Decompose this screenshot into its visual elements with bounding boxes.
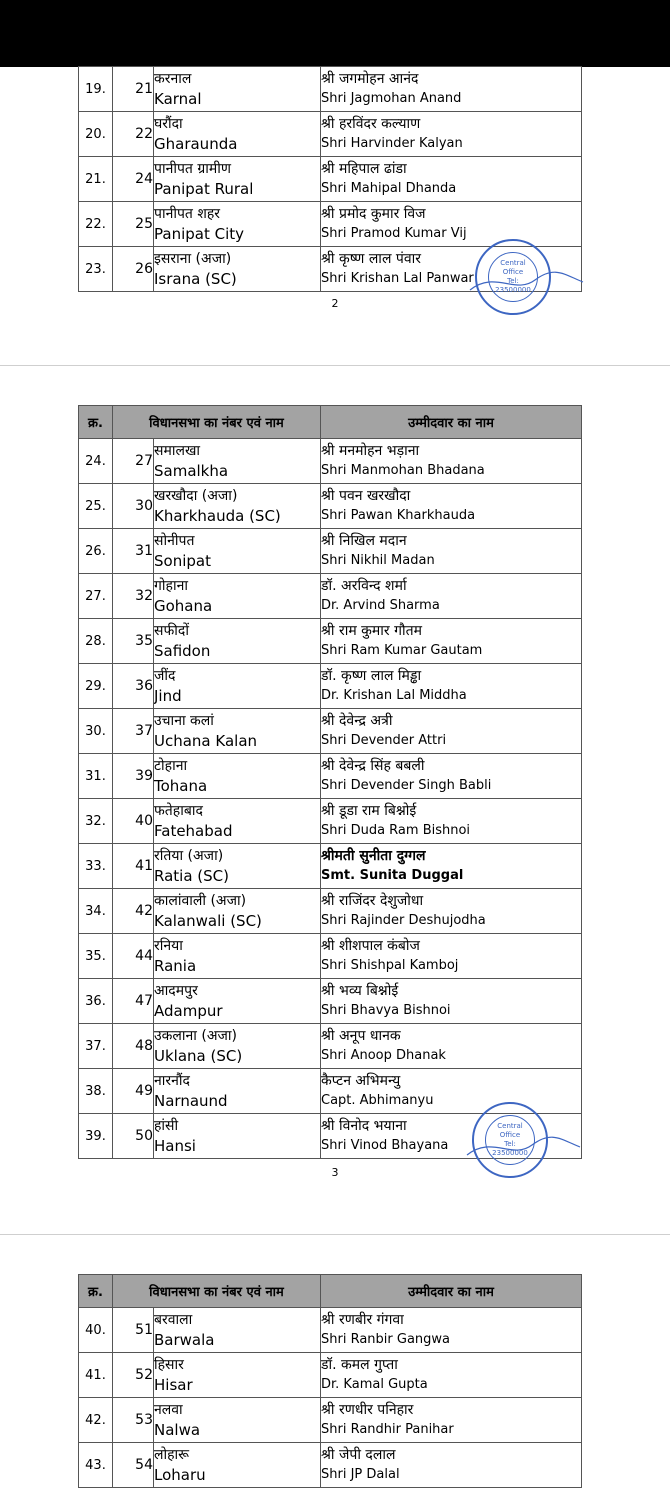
- table-row: [79, 574, 582, 619]
- candidate-name-hindi: श्री देवेन्द्र सिंह बबली: [321, 758, 425, 774]
- table-row: [79, 844, 582, 889]
- constituency-name-hindi: पानीपत ग्रामीण: [154, 161, 231, 177]
- constituency-number: 49: [113, 1069, 154, 1114]
- candidate-name-hindi: डॉ. अरविन्द शर्मा: [321, 578, 407, 594]
- constituency-name-english: Samalkha: [154, 462, 229, 480]
- constituency-cell: [154, 619, 321, 664]
- serial-number: 42.: [79, 1398, 113, 1443]
- constituency-cell: [154, 1443, 321, 1488]
- table-row: [79, 1308, 582, 1353]
- constituency-name-english: Uchana Kalan: [154, 732, 258, 750]
- constituency-number: 40: [113, 799, 154, 844]
- candidate-name-hindi: श्रीमती सुनीता दुग्गल: [321, 848, 426, 864]
- candidate-cell: [321, 1069, 582, 1114]
- constituency-cell: [154, 889, 321, 934]
- serial-number: 37.: [79, 1024, 113, 1069]
- constituency-name-hindi: करनाल: [154, 71, 192, 87]
- constituency-number: 42: [113, 889, 154, 934]
- header-constituency: विधानसभा का नंबर एवं नाम: [113, 1275, 321, 1308]
- table-row: [79, 664, 582, 709]
- candidate-cell: [321, 1398, 582, 1443]
- candidate-name-english: Dr. Kamal Gupta: [321, 1377, 428, 1392]
- constituency-name-hindi: उकलाना (अजा): [154, 1028, 238, 1044]
- candidate-cell: [321, 664, 582, 709]
- candidate-name-english: Shri Randhir Panihar: [321, 1422, 454, 1437]
- constituency-name-english: Karnal: [154, 90, 202, 108]
- constituency-number: 25: [113, 202, 154, 247]
- candidate-name-hindi: श्री भव्य बिश्नोई: [321, 983, 399, 999]
- table-row: [79, 1443, 582, 1488]
- constituency-name-english: Hisar: [154, 1376, 193, 1394]
- constituency-cell: [154, 439, 321, 484]
- constituency-cell: [154, 202, 321, 247]
- table-row: [79, 889, 582, 934]
- serial-number: 36.: [79, 979, 113, 1024]
- constituency-name-english: Israna (SC): [154, 270, 237, 288]
- constituency-name-hindi: सफीदों: [154, 623, 189, 639]
- candidate-name-hindi: श्री प्रमोद कुमार विज: [321, 206, 426, 222]
- constituency-number: 37: [113, 709, 154, 754]
- candidate-name-english: Shri Krishan Lal Panwar: [321, 271, 474, 286]
- table-header-row: [79, 1275, 582, 1308]
- constituency-name-english: Loharu: [154, 1466, 206, 1484]
- constituency-name-english: Adampur: [154, 1002, 223, 1020]
- candidate-name-hindi: श्री राजिंदर देशुजोधा: [321, 893, 424, 909]
- constituency-name-english: Gharaunda: [154, 135, 238, 153]
- constituency-name-hindi: हिसार: [154, 1357, 184, 1373]
- candidate-name-hindi: श्री निखिल मदान: [321, 533, 407, 549]
- candidate-cell: [321, 574, 582, 619]
- constituency-number: 48: [113, 1024, 154, 1069]
- candidate-cell: [321, 67, 582, 112]
- constituency-name-english: Tohana: [154, 777, 208, 795]
- constituency-cell: [154, 1353, 321, 1398]
- party-seal-stamp: Central Office Tel: 23500000: [472, 1102, 548, 1178]
- constituency-number: 26: [113, 247, 154, 292]
- candidate-name-english: Capt. Abhimanyu: [321, 1093, 434, 1108]
- constituency-name-english: Rania: [154, 957, 197, 975]
- constituency-number: 21: [113, 67, 154, 112]
- serial-number: 40.: [79, 1308, 113, 1353]
- serial-number: 29.: [79, 664, 113, 709]
- constituency-number: 27: [113, 439, 154, 484]
- table-row: [79, 439, 582, 484]
- constituency-name-hindi: कालांवाली (अजा): [154, 893, 247, 909]
- candidate-name-hindi: श्री देवेन्द्र अत्री: [321, 713, 393, 729]
- candidate-cell: [321, 889, 582, 934]
- candidate-name-hindi: कैप्टन अभिमन्यु: [321, 1073, 401, 1089]
- constituency-cell: [154, 112, 321, 157]
- constituency-number: 54: [113, 1443, 154, 1488]
- candidate-name-english: Shri Nikhil Madan: [321, 553, 435, 568]
- serial-number: 35.: [79, 934, 113, 979]
- serial-number: 27.: [79, 574, 113, 619]
- candidate-name-hindi: श्री पवन खरखौदा: [321, 488, 411, 504]
- candidate-name-hindi: डॉ. कमल गुप्ता: [321, 1357, 398, 1373]
- constituency-name-hindi: गोहाना: [154, 578, 188, 594]
- constituency-name-english: Sonipat: [154, 552, 211, 570]
- constituency-cell: [154, 157, 321, 202]
- candidate-cell: [321, 1024, 582, 1069]
- candidate-name-english: Dr. Krishan Lal Middha: [321, 688, 467, 703]
- header-sno: क्र.: [79, 406, 113, 439]
- candidate-table-page-4: [78, 1274, 582, 1488]
- candidate-name-english: Shri Pramod Kumar Vij: [321, 226, 467, 241]
- constituency-name-hindi: रतिया (अजा): [154, 848, 224, 864]
- candidate-name-hindi: श्री विनोद भयाना: [321, 1118, 407, 1134]
- constituency-number: 30: [113, 484, 154, 529]
- serial-number: 24.: [79, 439, 113, 484]
- candidate-name-english: Shri Manmohan Bhadana: [321, 463, 485, 478]
- constituency-cell: [154, 799, 321, 844]
- constituency-name-hindi: जींद: [154, 668, 176, 684]
- serial-number: 26.: [79, 529, 113, 574]
- candidate-cell: [321, 1308, 582, 1353]
- constituency-number: 41: [113, 844, 154, 889]
- candidate-name-english: Shri Devender Singh Babli: [321, 778, 492, 793]
- table-row: [79, 529, 582, 574]
- signature-mark: [465, 260, 585, 300]
- candidate-cell: [321, 934, 582, 979]
- constituency-name-hindi: रनिया: [154, 938, 183, 954]
- constituency-name-hindi: पानीपत शहर: [154, 206, 221, 222]
- serial-number: 33.: [79, 844, 113, 889]
- candidate-name-english: Dr. Arvind Sharma: [321, 598, 440, 613]
- table-row: [79, 112, 582, 157]
- candidate-name-hindi: श्री रणधीर पनिहार: [321, 1402, 414, 1418]
- table-row: [79, 754, 582, 799]
- page-number-2: 2: [331, 297, 339, 310]
- candidate-name-english: Shri Vinod Bhayana: [321, 1138, 449, 1153]
- constituency-name-hindi: बरवाला: [154, 1312, 193, 1328]
- serial-number: 20.: [79, 112, 113, 157]
- candidate-name-english: Shri Pawan Kharkhauda: [321, 508, 476, 523]
- constituency-cell: [154, 67, 321, 112]
- constituency-cell: [154, 1114, 321, 1159]
- serial-number: 31.: [79, 754, 113, 799]
- candidate-name-english: Shri Jagmohan Anand: [321, 91, 462, 106]
- constituency-name-hindi: उचाना कलां: [154, 713, 214, 729]
- table-row: [79, 799, 582, 844]
- constituency-cell: [154, 1024, 321, 1069]
- constituency-name-hindi: नारनौंद: [154, 1073, 190, 1089]
- constituency-name-hindi: सोनीपत: [154, 533, 195, 549]
- serial-number: 43.: [79, 1443, 113, 1488]
- party-seal-stamp: Central Office Tel: 23500000: [475, 239, 551, 315]
- serial-number: 38.: [79, 1069, 113, 1114]
- constituency-cell: [154, 574, 321, 619]
- candidate-name-english: Shri Ranbir Gangwa: [321, 1332, 451, 1347]
- constituency-name-hindi: नलवा: [154, 1402, 183, 1418]
- candidate-cell: [321, 619, 582, 664]
- candidate-cell: [321, 844, 582, 889]
- candidate-cell: [321, 484, 582, 529]
- candidate-name-hindi: डॉ. कृष्ण लाल मिड्ढा: [321, 668, 422, 684]
- constituency-name-english: Safidon: [154, 642, 211, 660]
- constituency-name-hindi: समालखा: [154, 443, 201, 459]
- candidate-name-english: Shri Rajinder Deshujodha: [321, 913, 486, 928]
- candidate-table-page-3: [78, 405, 582, 1159]
- constituency-number: 22: [113, 112, 154, 157]
- constituency-name-english: Gohana: [154, 597, 213, 615]
- constituency-cell: [154, 1398, 321, 1443]
- constituency-name-hindi: लोहारू: [154, 1447, 190, 1463]
- header-sno: क्र.: [79, 1275, 113, 1308]
- candidate-name-english: Smt. Sunita Duggal: [321, 868, 464, 883]
- constituency-cell: [154, 844, 321, 889]
- header-constituency: विधानसभा का नंबर एवं नाम: [113, 406, 321, 439]
- constituency-name-english: Fatehabad: [154, 822, 233, 840]
- serial-number: 21.: [79, 157, 113, 202]
- constituency-name-english: Panipat Rural: [154, 180, 254, 198]
- constituency-number: 47: [113, 979, 154, 1024]
- candidate-name-hindi: श्री कृष्ण लाल पंवार: [321, 251, 421, 267]
- table-row: [79, 484, 582, 529]
- constituency-number: 50: [113, 1114, 154, 1159]
- table-row: [79, 709, 582, 754]
- serial-number: 30.: [79, 709, 113, 754]
- constituency-name-hindi: आदमपुर: [154, 983, 198, 999]
- constituency-name-hindi: फतेहाबाद: [154, 803, 203, 819]
- serial-number: 34.: [79, 889, 113, 934]
- serial-number: 19.: [79, 67, 113, 112]
- constituency-name-hindi: खरखौदा (अजा): [154, 488, 238, 504]
- candidate-cell: [321, 1443, 582, 1488]
- serial-number: 41.: [79, 1353, 113, 1398]
- serial-number: 32.: [79, 799, 113, 844]
- candidate-name-hindi: श्री राम कुमार गौतम: [321, 623, 422, 639]
- table-row: [79, 67, 582, 112]
- constituency-number: 52: [113, 1353, 154, 1398]
- candidate-name-english: Shri Anoop Dhanak: [321, 1048, 446, 1063]
- constituency-cell: [154, 247, 321, 292]
- constituency-cell: [154, 1308, 321, 1353]
- constituency-cell: [154, 484, 321, 529]
- candidate-cell: [321, 112, 582, 157]
- constituency-cell: [154, 709, 321, 754]
- candidate-name-english: Shri Ram Kumar Gautam: [321, 643, 483, 658]
- candidate-cell: [321, 799, 582, 844]
- candidate-name-english: Shri Harvinder Kalyan: [321, 136, 463, 151]
- constituency-name-hindi: घरौंदा: [154, 116, 183, 132]
- constituency-number: 31: [113, 529, 154, 574]
- constituency-name-hindi: टोहाना: [154, 758, 188, 774]
- candidate-name-english: Shri Bhavya Bishnoi: [321, 1003, 451, 1018]
- constituency-name-english: Barwala: [154, 1331, 215, 1349]
- top-status-bar: [0, 0, 670, 67]
- page-separator: [0, 1234, 670, 1235]
- constituency-number: 36: [113, 664, 154, 709]
- constituency-number: 24: [113, 157, 154, 202]
- candidate-name-english: Shri Mahipal Dhanda: [321, 181, 457, 196]
- candidate-cell: [321, 439, 582, 484]
- constituency-number: 44: [113, 934, 154, 979]
- candidate-name-hindi: श्री जगमोहन आनंद: [321, 71, 419, 87]
- constituency-cell: [154, 934, 321, 979]
- table-row: [79, 934, 582, 979]
- table-row: [79, 619, 582, 664]
- serial-number: 39.: [79, 1114, 113, 1159]
- constituency-name-english: Kharkhauda (SC): [154, 507, 281, 525]
- table-header-row: [79, 406, 582, 439]
- table-row: [79, 979, 582, 1024]
- constituency-name-english: Ratia (SC): [154, 867, 229, 885]
- constituency-cell: [154, 754, 321, 799]
- candidate-name-hindi: श्री डूडा राम बिश्नोई: [321, 803, 417, 819]
- constituency-name-english: Nalwa: [154, 1421, 201, 1439]
- candidate-name-hindi: श्री रणबीर गंगवा: [321, 1312, 404, 1328]
- candidate-cell: [321, 202, 582, 247]
- constituency-name-hindi: इसराना (अजा): [154, 251, 232, 267]
- constituency-name-english: Narnaund: [154, 1092, 228, 1110]
- serial-number: 23.: [79, 247, 113, 292]
- constituency-name-english: Panipat City: [154, 225, 244, 243]
- candidate-cell: [321, 979, 582, 1024]
- constituency-number: 51: [113, 1308, 154, 1353]
- header-candidate: उम्मीदवार का नाम: [321, 406, 582, 439]
- constituency-cell: [154, 979, 321, 1024]
- candidate-name-hindi: श्री अनूप धानक: [321, 1028, 401, 1044]
- constituency-name-english: Jind: [154, 687, 182, 705]
- candidate-cell: [321, 1353, 582, 1398]
- candidate-cell: [321, 709, 582, 754]
- candidate-name-hindi: श्री शीशपाल कंबोज: [321, 938, 420, 954]
- constituency-cell: [154, 664, 321, 709]
- page-number-3: 3: [331, 1166, 339, 1179]
- constituency-number: 39: [113, 754, 154, 799]
- candidate-cell: [321, 754, 582, 799]
- constituency-cell: [154, 529, 321, 574]
- candidate-name-english: Shri JP Dalal: [321, 1467, 400, 1482]
- table-row: [79, 157, 582, 202]
- table-row: [79, 1024, 582, 1069]
- constituency-name-hindi: हांसी: [154, 1118, 179, 1134]
- serial-number: 22.: [79, 202, 113, 247]
- page-separator: [0, 365, 670, 366]
- serial-number: 28.: [79, 619, 113, 664]
- candidate-name-english: Shri Devender Attri: [321, 733, 447, 748]
- candidate-cell: [321, 157, 582, 202]
- candidate-name-english: Shri Duda Ram Bishnoi: [321, 823, 471, 838]
- header-candidate: उम्मीदवार का नाम: [321, 1275, 582, 1308]
- serial-number: 25.: [79, 484, 113, 529]
- constituency-name-english: Kalanwali (SC): [154, 912, 262, 930]
- constituency-name-english: Uklana (SC): [154, 1047, 243, 1065]
- table-row: [79, 1398, 582, 1443]
- constituency-number: 35: [113, 619, 154, 664]
- constituency-number: 53: [113, 1398, 154, 1443]
- candidate-name-hindi: श्री हरविंदर कल्याण: [321, 116, 421, 132]
- constituency-name-english: Hansi: [154, 1137, 196, 1155]
- constituency-cell: [154, 1069, 321, 1114]
- candidate-name-hindi: श्री जेपी दलाल: [321, 1447, 396, 1463]
- constituency-number: 32: [113, 574, 154, 619]
- candidate-cell: [321, 529, 582, 574]
- table-row: [79, 1353, 582, 1398]
- candidate-name-hindi: श्री महिपाल ढांडा: [321, 161, 407, 177]
- candidate-name-hindi: श्री मनमोहन भड़ाना: [321, 443, 420, 459]
- candidate-name-english: Shri Shishpal Kamboj: [321, 958, 459, 973]
- signature-mark: [462, 1125, 582, 1165]
